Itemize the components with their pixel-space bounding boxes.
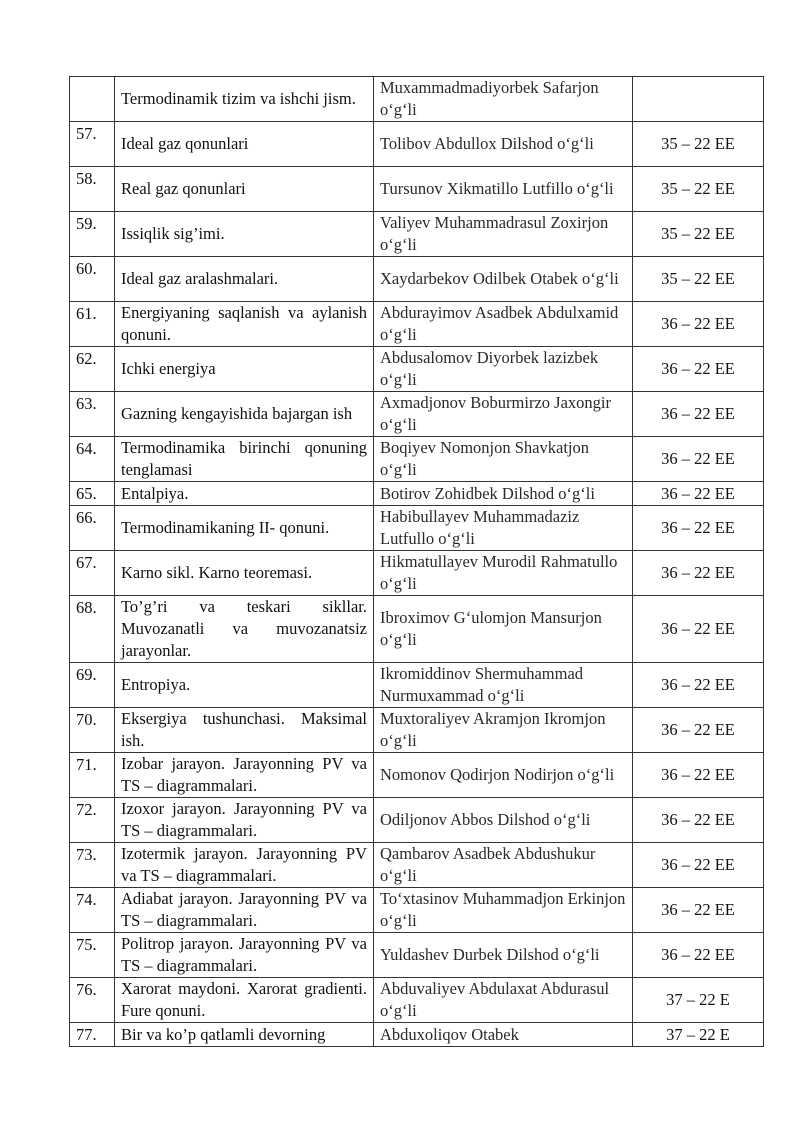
group-cell: 37 – 22 E xyxy=(633,1023,764,1047)
topic-cell: Politrop jarayon. Jarayonning PV va TS – diagrammalari. xyxy=(115,933,374,978)
group-cell: 35 – 22 EE xyxy=(633,167,764,212)
group-cell: 36 – 22 EE xyxy=(633,798,764,843)
group-cell xyxy=(633,77,764,122)
assignment-table xyxy=(69,76,764,1047)
student-name-cell: Yuldashev Durbek Dilshod o‘g‘li xyxy=(374,933,633,978)
row-number: 73. xyxy=(70,843,115,888)
row-number: 64. xyxy=(70,437,115,482)
student-name-cell: Ikromiddinov Shermuhammad Nurmuxammad o‘g‘li xyxy=(374,663,633,708)
group-cell: 36 – 22 EE xyxy=(633,392,764,437)
row-number: 61. xyxy=(70,302,115,347)
row-number: 71. xyxy=(70,753,115,798)
table-row xyxy=(70,437,764,482)
group-cell: 37 – 22 E xyxy=(633,978,764,1023)
row-number: 66. xyxy=(70,506,115,551)
row-number: 65. xyxy=(70,482,115,506)
group-cell: 36 – 22 EE xyxy=(633,437,764,482)
row-number: 63. xyxy=(70,392,115,437)
group-cell: 36 – 22 EE xyxy=(633,933,764,978)
group-cell: 35 – 22 EE xyxy=(633,257,764,302)
table-row xyxy=(70,347,764,392)
topic-cell: Gazning kengayishida bajargan ish xyxy=(115,392,374,437)
student-name-cell: Hikmatullayev Murodil Rahmatullo o‘g‘li xyxy=(374,551,633,596)
student-name-cell: Botirov Zohidbek Dilshod o‘g‘li xyxy=(374,482,633,506)
group-cell: 36 – 22 EE xyxy=(633,843,764,888)
topic-cell: Izoxor jarayon. Jarayonning PV va TS – diagrammalari. xyxy=(115,798,374,843)
topic-cell: Izotermik jarayon. Jarayonning PV va TS – diagrammalari. xyxy=(115,843,374,888)
table-row xyxy=(70,753,764,798)
group-cell: 36 – 22 EE xyxy=(633,888,764,933)
row-number: 62. xyxy=(70,347,115,392)
student-name-cell: Xaydarbekov Odilbek Otabek o‘g‘li xyxy=(374,257,633,302)
row-number: 76. xyxy=(70,978,115,1023)
student-name-cell: Muxammadmadiyorbek Safarjon o‘g‘li xyxy=(374,77,633,122)
table-row xyxy=(70,1023,764,1047)
student-name-cell: Abdusalomov Diyorbek lazizbek o‘g‘li xyxy=(374,347,633,392)
group-cell: 36 – 22 EE xyxy=(633,482,764,506)
student-name-cell: Valiyev Muhammadrasul Zoxirjon o‘g‘li xyxy=(374,212,633,257)
table-row xyxy=(70,933,764,978)
table-row xyxy=(70,506,764,551)
table-row xyxy=(70,596,764,663)
topic-cell: Izobar jarayon. Jarayonning PV va TS – diagrammalari. xyxy=(115,753,374,798)
table-row xyxy=(70,888,764,933)
table-row xyxy=(70,122,764,167)
student-name-cell: Abdurayimov Asadbek Abdulxamid o‘g‘li xyxy=(374,302,633,347)
topic-cell: Ideal gaz qonunlari xyxy=(115,122,374,167)
topic-cell: Entropiya. xyxy=(115,663,374,708)
table-row xyxy=(70,167,764,212)
student-name-cell: Boqiyev Nomonjon Shavkatjon o‘g‘li xyxy=(374,437,633,482)
table-body xyxy=(70,77,764,1047)
table-row xyxy=(70,978,764,1023)
table-row xyxy=(70,843,764,888)
group-cell: 36 – 22 EE xyxy=(633,708,764,753)
topic-cell: Eksergiya tushunchasi. Maksimal ish. xyxy=(115,708,374,753)
topic-cell: Issiqlik sig’imi. xyxy=(115,212,374,257)
table-row xyxy=(70,551,764,596)
student-name-cell: Abduxoliqov Otabek xyxy=(374,1023,633,1047)
table-row xyxy=(70,392,764,437)
group-cell: 36 – 22 EE xyxy=(633,347,764,392)
row-number: 58. xyxy=(70,167,115,212)
table-row xyxy=(70,482,764,506)
row-number xyxy=(70,77,115,122)
row-number: 60. xyxy=(70,257,115,302)
table-row xyxy=(70,708,764,753)
row-number: 59. xyxy=(70,212,115,257)
topic-cell: Termodinamikaning II- qonuni. xyxy=(115,506,374,551)
group-cell: 36 – 22 EE xyxy=(633,753,764,798)
group-cell: 36 – 22 EE xyxy=(633,596,764,663)
row-number: 75. xyxy=(70,933,115,978)
topic-cell: Termodinamika birinchi qonuning tenglamasi xyxy=(115,437,374,482)
student-name-cell: Tolibov Abdullox Dilshod o‘g‘li xyxy=(374,122,633,167)
row-number: 74. xyxy=(70,888,115,933)
row-number: 57. xyxy=(70,122,115,167)
group-cell: 36 – 22 EE xyxy=(633,663,764,708)
row-number: 68. xyxy=(70,596,115,663)
group-cell: 35 – 22 EE xyxy=(633,122,764,167)
student-name-cell: Ibroximov G‘ulomjon Mansurjon o‘g‘li xyxy=(374,596,633,663)
group-cell: 36 – 22 EE xyxy=(633,302,764,347)
table-row xyxy=(70,257,764,302)
table-row xyxy=(70,302,764,347)
topic-cell: Termodinamik tizim va ishchi jism. xyxy=(115,77,374,122)
topic-cell: Ichki energiya xyxy=(115,347,374,392)
topic-cell: Entalpiya. xyxy=(115,482,374,506)
student-name-cell: Abduvaliyev Abdulaxat Abdurasul o‘g‘li xyxy=(374,978,633,1023)
table-row xyxy=(70,663,764,708)
student-name-cell: Habibullayev Muhammadaziz Lutfullo o‘g‘li xyxy=(374,506,633,551)
topic-cell: Adiabat jarayon. Jarayonning PV va TS – diagrammalari. xyxy=(115,888,374,933)
topic-cell: Energiyaning saqlanish va aylanish qonuni. xyxy=(115,302,374,347)
table-row xyxy=(70,798,764,843)
group-cell: 36 – 22 EE xyxy=(633,551,764,596)
student-name-cell: To‘xtasinov Muhammadjon Erkinjon o‘g‘li xyxy=(374,888,633,933)
student-name-cell: Axmadjonov Boburmirzo Jaxongir o‘g‘li xyxy=(374,392,633,437)
group-cell: 36 – 22 EE xyxy=(633,506,764,551)
table-row xyxy=(70,212,764,257)
group-cell: 35 – 22 EE xyxy=(633,212,764,257)
topic-cell: Xarorat maydoni. Xarorat gradienti. Fure qonuni. xyxy=(115,978,374,1023)
student-name-cell: Muxtoraliyev Akramjon Ikromjon o‘g‘li xyxy=(374,708,633,753)
student-name-cell: Odiljonov Abbos Dilshod o‘g‘li xyxy=(374,798,633,843)
row-number: 70. xyxy=(70,708,115,753)
topic-cell: To’g’ri va teskari sikllar. Muvozanatli va muvozanatsiz jarayonlar. xyxy=(115,596,374,663)
topic-cell: Karno sikl. Karno teoremasi. xyxy=(115,551,374,596)
topic-cell: Bir va ko’p qatlamli devorning xyxy=(115,1023,374,1047)
row-number: 69. xyxy=(70,663,115,708)
topic-cell: Real gaz qonunlari xyxy=(115,167,374,212)
topic-cell: Ideal gaz aralashmalari. xyxy=(115,257,374,302)
student-name-cell: Tursunov Xikmatillo Lutfillo o‘g‘li xyxy=(374,167,633,212)
row-number: 77. xyxy=(70,1023,115,1047)
row-number: 72. xyxy=(70,798,115,843)
row-number: 67. xyxy=(70,551,115,596)
table-row xyxy=(70,77,764,122)
student-name-cell: Qambarov Asadbek Abdushukur o‘g‘li xyxy=(374,843,633,888)
student-name-cell: Nomonov Qodirjon Nodirjon o‘g‘li xyxy=(374,753,633,798)
